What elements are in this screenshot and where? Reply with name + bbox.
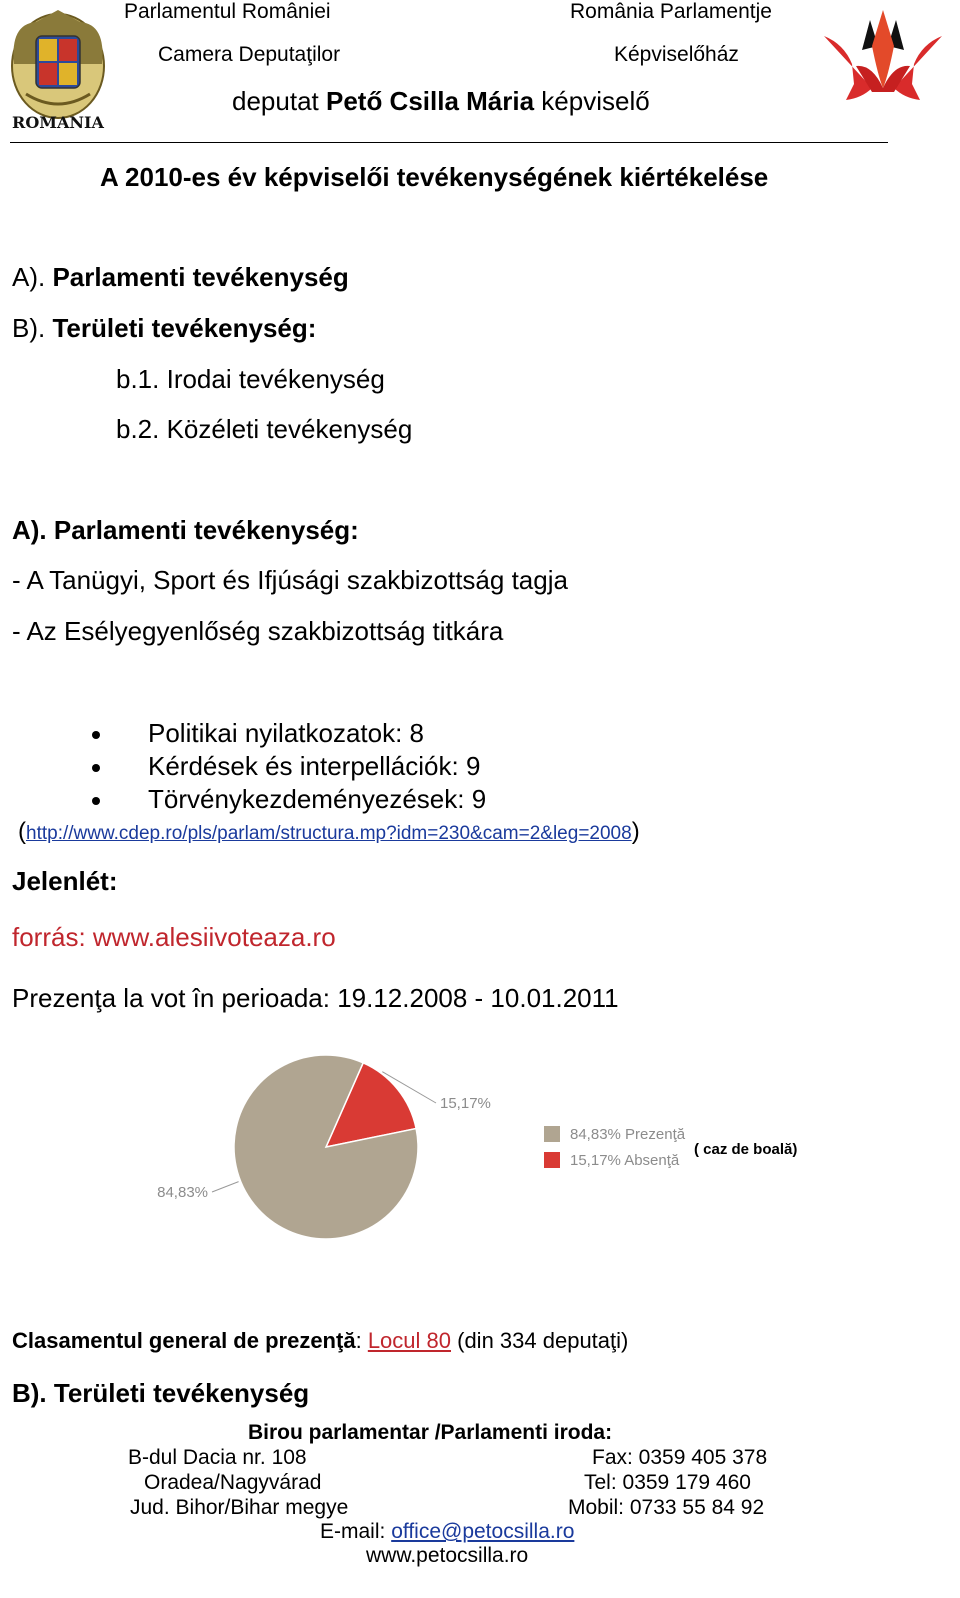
source-label: forrás: www.alesiivoteaza.ro xyxy=(12,922,336,952)
email-line xyxy=(320,1520,574,1544)
membership-item: - A Tanügyi, Sport és Ifjúsági szakbizottság tagja xyxy=(12,565,568,595)
chart-annotation: ( caz de boală) xyxy=(694,1141,798,1158)
toc-prefix: A). xyxy=(12,262,46,292)
address-line: Jud. Bihor/Bihar megye xyxy=(130,1496,349,1519)
bullet-icon xyxy=(92,797,100,805)
toc-item-a xyxy=(12,262,349,293)
romania-coat-of-arms-logo xyxy=(6,4,110,134)
office-title: Birou parlamentar /Parlamenti iroda: xyxy=(248,1421,613,1444)
chamber-name-ro: Camera Deputaţilor xyxy=(158,43,341,66)
parliament-name-ro: Parlamentul României xyxy=(124,0,331,23)
source-reference xyxy=(18,818,640,846)
bullet-icon xyxy=(92,764,100,772)
stat-item: Kérdések és interpellációk: 9 xyxy=(148,751,481,781)
document-title: A 2010-es év képviselői tevékenységének kiértékelése xyxy=(100,162,769,192)
attendance-heading: Jelenlét: xyxy=(12,866,118,896)
attendance-period: Prezenţa la vot în perioada: 19.12.2008 - 10.01.2011 xyxy=(12,983,619,1013)
chamber-name-hu: Képviselőház xyxy=(614,43,739,66)
address-line: Oradea/Nagyvárad xyxy=(144,1471,322,1494)
ranking-link[interactable]: Locul 80 xyxy=(367,1328,451,1353)
email-label: E-mail: xyxy=(320,1520,386,1543)
section-a-heading: A). Parlamenti tevékenység: xyxy=(12,515,359,545)
bullet-icon xyxy=(92,731,100,739)
toc-prefix: B). xyxy=(12,313,46,343)
cdep-source-link[interactable]: http://www.cdep.ro/pls/parlam/structura.mp?idm=230&cam=2&leg=2008 xyxy=(26,823,632,844)
deputy-prefix: deputat xyxy=(232,86,319,116)
deputy-suffix: képviselő xyxy=(541,86,650,116)
mobile-number: Mobil: 0733 55 84 92 xyxy=(568,1496,765,1519)
legend-label: 84,83% Prezenţă xyxy=(570,1126,686,1143)
pie-data-label: 84,83% xyxy=(157,1184,208,1201)
parliament-name-hu: România Parlamentje xyxy=(570,0,772,23)
ranking-line xyxy=(12,1328,628,1354)
deputy-name: Pető Csilla Mária xyxy=(325,86,535,116)
stat-item: Politikai nyilatkozatok: 8 xyxy=(148,718,425,748)
ranking-colon: : xyxy=(355,1328,362,1353)
website: www.petocsilla.ro xyxy=(366,1544,529,1567)
toc-item-b2: b.2. Közéleti tevékenység xyxy=(116,414,413,444)
ranking-label: Clasamentul general de prezenţă xyxy=(12,1328,356,1353)
stat-item: Törvénykezdeményezések: 9 xyxy=(148,784,487,814)
ranking-suffix: (din 334 deputaţi) xyxy=(457,1328,629,1353)
deputy-line xyxy=(232,86,650,117)
address-line: B-dul Dacia nr. 108 xyxy=(128,1446,307,1469)
email-link[interactable]: office@petocsilla.ro xyxy=(391,1520,575,1543)
legend-swatch xyxy=(544,1126,560,1142)
paren-close: ) xyxy=(631,818,640,845)
fax-number: Fax: 0359 405 378 xyxy=(592,1446,768,1469)
legend-label: 15,17% Absenţă xyxy=(570,1152,680,1169)
toc-label: Parlamenti tevékenység xyxy=(52,262,349,292)
legend-swatch xyxy=(544,1152,560,1168)
membership-item: - Az Esélyegyenlőség szakbizottság titkára xyxy=(12,616,504,646)
section-b-heading: B). Területi tevékenység xyxy=(12,1378,310,1408)
tel-number: Tel: 0359 179 460 xyxy=(584,1471,751,1494)
toc-item-b xyxy=(12,313,316,344)
toc-item-b1: b.1. Irodai tevékenység xyxy=(116,364,385,394)
attendance-pie-chart xyxy=(0,1040,960,1270)
paren-open: ( xyxy=(18,818,26,845)
party-tulip-logo xyxy=(822,6,944,106)
pie-leader-line xyxy=(212,1182,239,1192)
svg-text:ROMANIA: ROMANIA xyxy=(12,113,104,132)
pie-data-label: 15,17% xyxy=(440,1095,491,1112)
toc-label: Területi tevékenység: xyxy=(52,313,317,343)
header-divider xyxy=(10,142,888,143)
